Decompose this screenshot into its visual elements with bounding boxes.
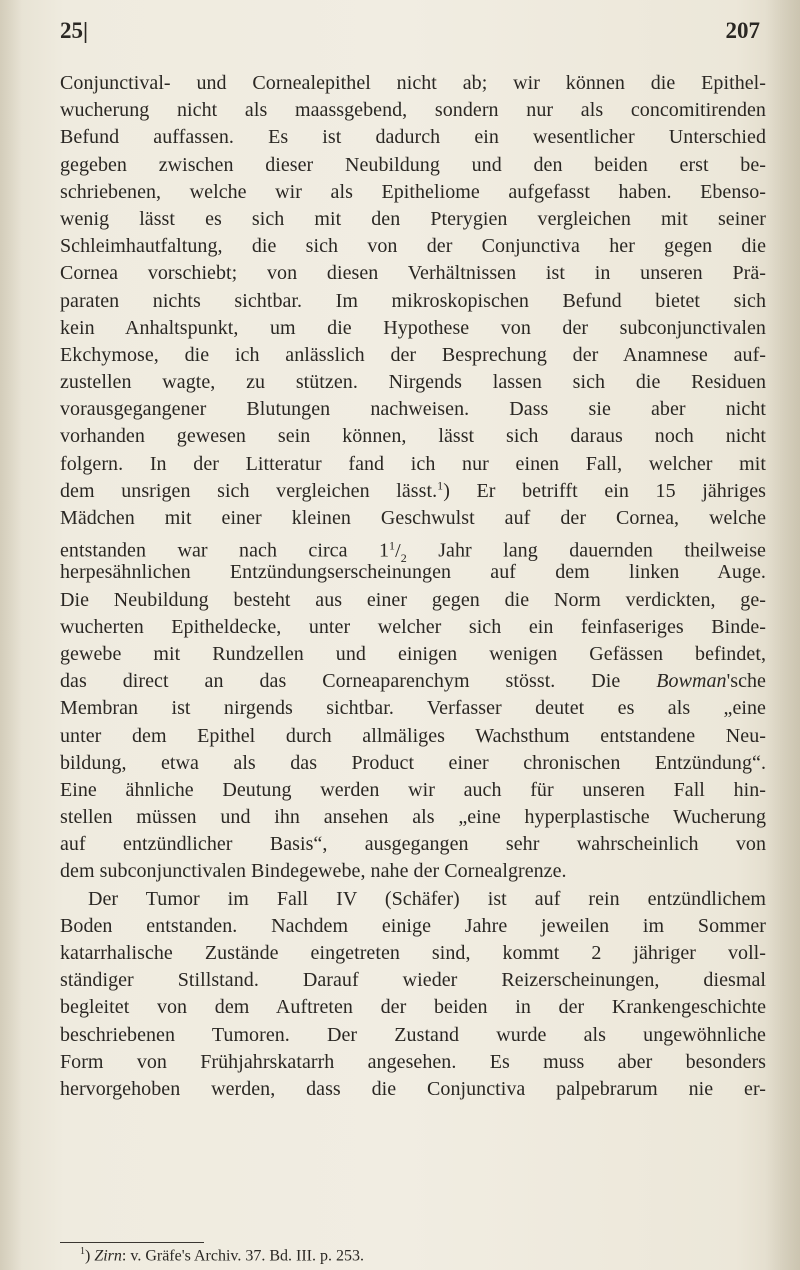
- page-gutter-shadow: [0, 0, 22, 1270]
- text-line: zustellen wagte, zu stützen. Nirgends lassen sich die Residuen: [60, 371, 766, 394]
- text-line: vorausgegangener Blutungen nachweisen. Dass sie aber nicht: [60, 398, 766, 421]
- fraction: $^1/_2$: [389, 538, 407, 565]
- text-line: vorhanden gewesen sein können, lässt sich daraus noch nicht: [60, 425, 766, 448]
- text-span: dem unsrigen sich vergleichen lässt.: [60, 479, 438, 502]
- text-line: Die Neubildung besteht aus einer gegen die Norm verdickten, ge-: [60, 588, 766, 611]
- text-line-with-footnote-ref: [60, 478, 766, 505]
- text-line: wucherung nicht als maassgebend, sondern nur als concomitirenden: [60, 99, 766, 122]
- footnote-reference[interactable]: 1: [437, 478, 444, 493]
- text-line: Befund auffassen. Es ist dadurch ein wesentlicher Unterschied: [60, 126, 766, 149]
- paragraph-start-line: Der Tumor im Fall IV (Schäfer) ist auf rein entzündlichem: [88, 887, 766, 910]
- text-line: gegeben zwischen dieser Neubildung und den beiden erst be-: [60, 153, 766, 176]
- text-line: Conjunctival- und Cornealepithel nicht ab; wir können die Epithel-: [60, 72, 766, 94]
- text-span: ) Er betrifft ein 15 jähriges: [443, 479, 766, 502]
- footnote-paren: ): [85, 1247, 91, 1265]
- text-line: gewebe mit Rundzellen und einigen wenigen Gefässen befindet,: [60, 642, 766, 665]
- text-line: kein Anhaltspunkt, um die Hypothese von der subconjunctivalen: [60, 316, 766, 339]
- text-line: paraten nichts sichtbar. Im mikroskopischen Befund bietet sich: [60, 289, 766, 312]
- text-line: Boden entstanden. Nachdem einige Jahre jeweilen im Sommer: [60, 914, 766, 937]
- text-line: beschriebenen Tumoren. Der Zustand wurde als ungewöhnliche: [60, 1023, 766, 1046]
- text-line: wucherten Epitheldecke, unter welcher sich ein feinfaseriges Binde-: [60, 615, 766, 638]
- text-line: hervorgehoben werden, dass die Conjunctiva palpebrarum nie er-: [60, 1077, 766, 1100]
- text-span: Jahr lang dauernden theilweise: [406, 539, 766, 562]
- text-line: ständiger Stillstand. Darauf wieder Reizerscheinungen, diesmal: [60, 969, 766, 992]
- text-span: 'sche: [726, 670, 766, 693]
- text-line: unter dem Epithel durch allmäliges Wachsthum entstandene Neu-: [60, 724, 766, 747]
- italic-name: Bowman: [656, 670, 727, 693]
- text-line: Ekchymose, die ich anlässlich der Besprechung der Anamnese auf-: [60, 343, 766, 366]
- footnote-text: : v. Gräfe's Archiv. 37. Bd. III. p. 253.: [121, 1247, 364, 1265]
- fraction-denominator: 2: [400, 550, 407, 565]
- text-line: Form von Frühjahrskatarrh angesehen. Es muss aber besonders: [60, 1050, 766, 1073]
- left-page-number: 25|: [60, 18, 89, 43]
- text-span: entstanden war nach circa 1: [60, 539, 390, 562]
- text-line: bildung, etwa als das Product einer chronischen Entzündung“.: [60, 751, 766, 774]
- text-line-with-fraction: [60, 532, 766, 565]
- footnote-author: Zirn: [94, 1247, 122, 1265]
- page-header: [60, 18, 760, 48]
- text-line: Cornea vorschiebt; von diesen Verhältnissen ist in unseren Prä-: [60, 262, 766, 285]
- text-span: das direct an das Corneaparenchym stösst. Die: [60, 670, 621, 693]
- text-line: Mädchen mit einer kleinen Geschwulst auf der Cornea, welche: [60, 507, 766, 529]
- text-line: Membran ist nirgends sichtbar. Verfasser deutet es als „eine: [60, 697, 766, 720]
- text-line: auf entzündlicher Basis“, ausgegangen sehr wahrscheinlich von: [60, 833, 766, 856]
- text-line: folgern. In der Litteratur fand ich nur einen Fall, welcher mit: [60, 452, 766, 475]
- text-line-with-italic: [60, 668, 766, 695]
- page-edge-shadow: [766, 0, 800, 1270]
- text-line: wenig lässt es sich mit den Pterygien vergleichen mit seiner: [60, 207, 766, 230]
- text-line: katarrhalische Zustände eingetreten sind, kommt 2 jähriger voll-: [60, 942, 766, 964]
- fraction-numerator: 1: [389, 538, 396, 553]
- text-line: dem subconjunctivalen Bindegewebe, nahe der Cornealgrenze.: [60, 860, 567, 883]
- footnote: [80, 1246, 364, 1265]
- right-page-number: 207: [725, 18, 760, 43]
- text-line: stellen müssen und ihn ansehen als „eine hyperplastische Wucherung: [60, 806, 766, 829]
- text-line: herpesähnlichen Entzündungserscheinungen auf dem linken Auge.: [60, 561, 766, 584]
- text-line: begleitet von dem Auftreten der beiden in der Krankengeschichte: [60, 996, 766, 1019]
- body-text: [60, 70, 766, 1103]
- footnote-divider: [60, 1242, 204, 1243]
- text-line: Eine ähnliche Deutung werden wir auch für unseren Fall hin-: [60, 778, 766, 801]
- text-line: Schleimhautfaltung, die sich von der Conjunctiva her gegen die: [60, 235, 766, 258]
- footnote-marker: 1: [80, 1246, 85, 1257]
- text-line: schriebenen, welche wir als Epitheliome aufgefasst haben. Ebenso-: [60, 180, 766, 203]
